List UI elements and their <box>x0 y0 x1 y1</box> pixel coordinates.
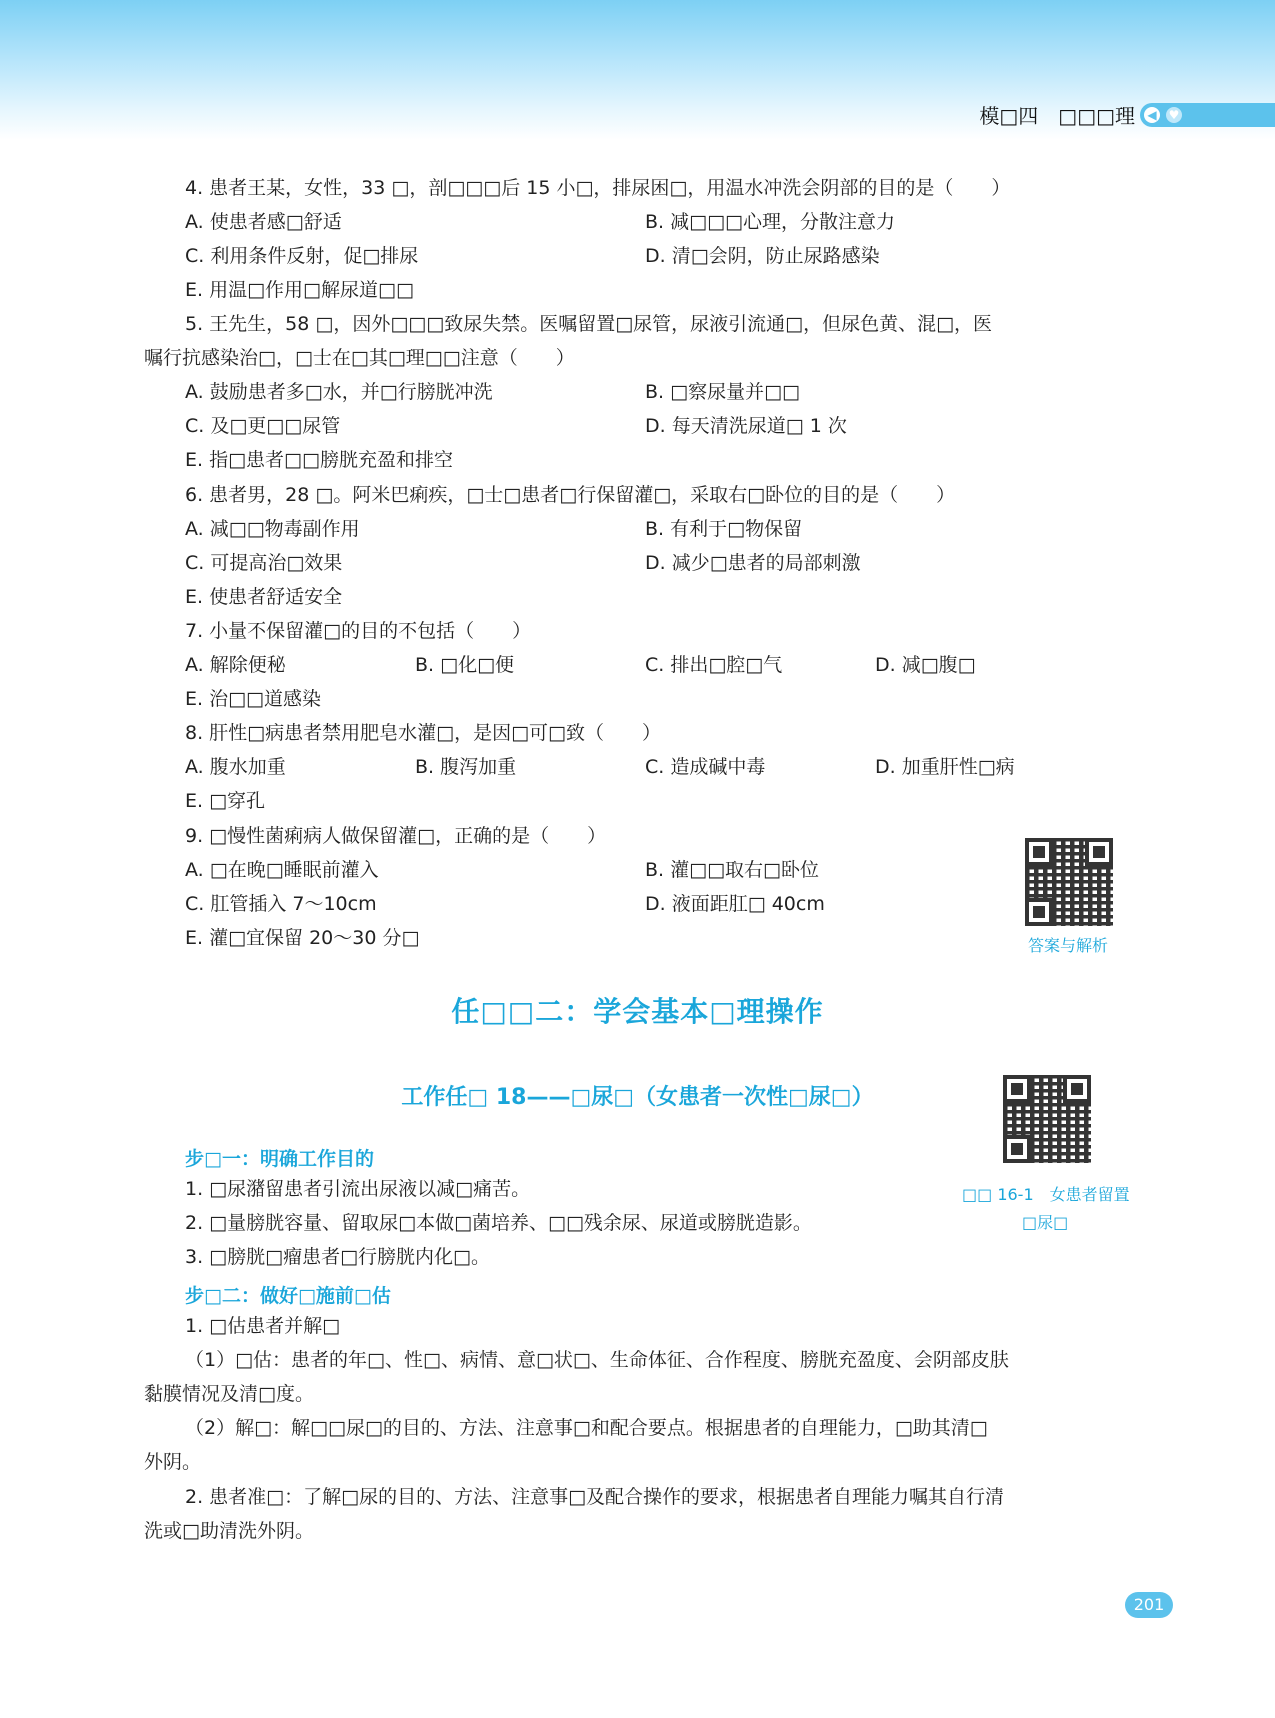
option-a: A. 解除便秘 <box>185 654 286 676</box>
header-tab <box>1140 103 1275 127</box>
option-d: D. 每天清洗尿道□ 1 次 <box>645 415 847 437</box>
option-d: D. 加重肝性□病 <box>875 756 1015 778</box>
option-e: E. 用温□作用□解尿道□□ <box>185 279 414 301</box>
explanation-paragraph: （2）解□：解□□尿□的目的、方法、注意事□和配合要点。根据患者的自理能力，□助其清□ <box>185 1417 988 1439</box>
option-e: E. 指□患者□□膀胱充盈和排空 <box>185 449 453 471</box>
task-title: 任□□二：学会基本□理操作 <box>451 995 824 1028</box>
step-one-item: 3. □膀胱□瘤患者□行膀胱内化□。 <box>185 1246 490 1268</box>
option-e: E. 灌□宜保留 20～30 分□ <box>185 927 420 949</box>
work-task-title: 工作任□ 18——□尿□（女患者一次性□尿□） <box>401 1085 874 1110</box>
step-one-item: 2. □量膀胱容量、留取尿□本做□菌培养、□□残余尿、尿道或膀胱造影。 <box>185 1212 812 1234</box>
option-c: C. 肛管插入 7～10cm <box>185 893 377 915</box>
qr-code-video[interactable] <box>1003 1075 1091 1163</box>
qr-caption-video-line2: □尿□ <box>1022 1213 1069 1232</box>
option-d: D. 减□腹□ <box>875 654 976 676</box>
qr-code-answers[interactable] <box>1025 838 1113 926</box>
assessment-paragraph-continued: 黏膜情况及清□度。 <box>144 1383 314 1405</box>
option-c: C. 可提高治□效果 <box>185 552 343 574</box>
question-stem: 5. 王先生，58 □，因外□□□致尿失禁。医嘱留置□尿管，尿液引流通□，但尿色黄、混□，医 <box>185 313 993 335</box>
option-b: B. 减□□□心理，分散注意力 <box>645 211 895 233</box>
step-two-item: 1. □估患者并解□ <box>185 1315 341 1337</box>
option-c: C. 排出□腔□气 <box>645 654 783 676</box>
option-b: B. □察尿量并□□ <box>645 381 800 403</box>
option-d: D. 减少□患者的局部刺激 <box>645 552 861 574</box>
qr-caption-answers: 答案与解析 <box>1028 936 1109 955</box>
option-d: D. 液面距肛□ 40cm <box>645 893 825 915</box>
option-c: C. 造成碱中毒 <box>645 756 766 778</box>
question-stem: 6. 患者男，28 □。阿米巴痢疾，□士□患者□行保留灌□，采取右□卧位的目的是（ ） <box>185 484 956 506</box>
question-stem: 9. □慢性菌痢病人做保留灌□，正确的是（ ） <box>185 825 607 847</box>
assessment-paragraph: （1）□估：患者的年□、性□、病情、意□状□、生命体征、合作程度、膀胱充盈度、会阴部皮肤 <box>185 1349 1009 1371</box>
option-a: A. 腹水加重 <box>185 756 286 778</box>
option-a: A. 鼓励患者多□水，并□行膀胱冲洗 <box>185 381 493 403</box>
explanation-paragraph-continued: 外阴。 <box>144 1451 202 1473</box>
question-stem: 7. 小量不保留灌□的目的不包括（ ） <box>185 620 532 642</box>
question-stem-continued: 嘱行抗感染治□，□士在□其□理□□注意（ ） <box>144 347 575 369</box>
question-stem: 4. 患者王某，女性，33 □，剖□□□后 15 小□，排尿困□，用温水冲洗会阴部的目的是（ ） <box>185 177 1011 199</box>
option-a: A. □在晚□睡眠前灌入 <box>185 859 379 881</box>
option-d: D. 清□会阴，防止尿路感染 <box>645 245 880 267</box>
heart-icon: ♥ <box>1166 107 1182 123</box>
patient-preparation-paragraph: 2. 患者准□：了解□尿的目的、方法、注意事□及配合操作的要求，根据患者自理能力嘱其自行清 <box>185 1486 1005 1508</box>
step-one-item: 1. □尿潴留患者引流出尿液以减□痛苦。 <box>185 1178 531 1200</box>
question-stem: 8. 肝性□病患者禁用肥皂水灌□，是因□可□致（ ） <box>185 722 661 744</box>
option-e: E. 使患者舒适安全 <box>185 586 343 608</box>
step-two-title: 步□二：做好□施前□估 <box>185 1285 391 1307</box>
module-title: 模□四 □□□理 <box>979 104 1135 128</box>
option-a: A. 使患者感□舒适 <box>185 211 342 233</box>
step-one-title: 步□一：明确工作目的 <box>185 1148 374 1170</box>
option-b: B. □化□便 <box>415 654 515 676</box>
patient-preparation-paragraph-continued: 洗或□助清洗外阴。 <box>144 1520 314 1542</box>
option-c: C. 及□更□□尿管 <box>185 415 341 437</box>
qr-caption-video-line1: □□ 16-1 女患者留置 <box>962 1185 1130 1204</box>
option-a: A. 减□□物毒副作用 <box>185 518 360 540</box>
option-e: E. 治□□道感染 <box>185 688 321 710</box>
option-b: B. 有利于□物保留 <box>645 518 803 540</box>
option-e: E. □穿孔 <box>185 790 266 812</box>
option-c: C. 利用条件反射，促□排尿 <box>185 245 419 267</box>
option-b: B. 灌□□取右□卧位 <box>645 859 819 881</box>
page-number: 201 <box>1125 1592 1173 1618</box>
option-b: B. 腹泻加重 <box>415 756 517 778</box>
arrow-left-icon: ◀ <box>1144 107 1160 123</box>
